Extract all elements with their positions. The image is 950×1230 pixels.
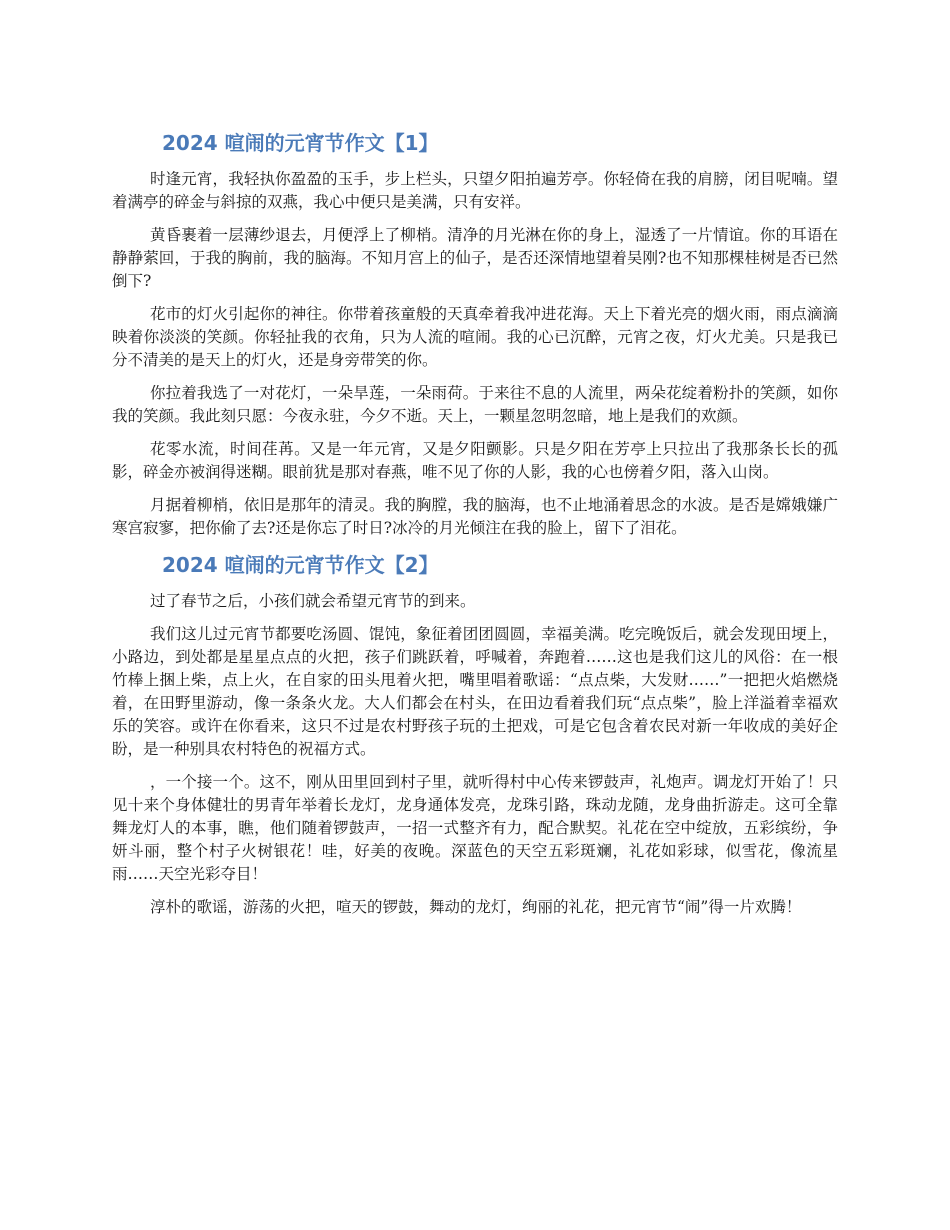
section-title: 2024 喧闹的元宵节作文【1】 [162,131,439,155]
essay-section-1 [112,128,838,540]
paragraph: 月据着柳梢，依旧是那年的清灵。我的胸膛，我的脑海，也不止地涌着思念的水波。是否是嫦娥嫌广寒宫寂寥，把你偷了去?还是你忘了时日?冰冷的月光倾注在我的脸上，留下了泪花。 [112,496,838,537]
essay-section-2 [112,550,838,919]
section-title: 2024 喧闹的元宵节作文【2】 [162,553,439,577]
paragraph: 我们这儿过元宵节都要吃汤圆、馄饨，象征着团团圆圆，幸福美满。吃完晚饭后，就会发现田埂上，小路边，到处都是星星点点的火把，孩子们跳跃着，呼喊着，奔跑着……这也是我们这儿的风俗：在一根竹棒上捆上柴，点上火，在自家的田头甩着火把，嘴里唱着歌谣：“点点柴，大发财……”一把把火焰燃烧着，在田野里游动，像一条条火龙。大人们都会在村头，在田边看着我们玩“点点柴”，脸上洋溢着幸福欢乐的笑容。或许在你看来，这只不过是农村野孩子玩的土把戏，可是它包含着农民对新一年收成的美好企盼，是一种别具农村特色的祝福方式。 [112,625,838,758]
paragraph: 淳朴的歌谣，游荡的火把，喧天的锣鼓，舞动的龙灯，绚丽的礼花，把元宵节“闹”得一片欢腾！ [150,898,802,916]
paragraph: 时逢元宵，我轻执你盈盈的玉手，步上栏头，只望夕阳拍遍芳亭。你轻倚在我的肩膀，闭目呢喃。望着满亭的碎金与斜掠的双燕，我心中便只是美满，只有安祥。 [112,170,838,211]
paragraph: ，一个接一个。这不，刚从田里回到村子里，就听得村中心传来锣鼓声，礼炮声。调龙灯开始了！只见十来个身体健壮的男青年举着长龙灯，龙身通体发亮，龙珠引路，珠动龙随，龙身曲折游走。这可全靠舞龙灯人的本事，瞧，他们随着锣鼓声，一招一式整齐有力，配合默契。礼花在空中绽放，五彩缤纷，争妍斗丽，整个村子火树银花！哇，好美的夜晚。深蓝色的天空五彩斑斓，礼花如彩球，似雪花，像流星雨……天空光彩夺目！ [112,773,838,883]
document-page [112,128,838,929]
paragraph: 过了春节之后，小孩们就会希望元宵节的到来。 [150,592,476,610]
paragraph: 花市的灯火引起你的神往。你带着孩童般的天真牵着我冲进花海。天上下着光亮的烟火雨，雨点滴滴映着你淡淡的笑颜。你轻扯我的衣角，只为人流的喧闹。我的心已沉醉，元宵之夜，灯火尤美。只是我已分不清美的是天上的灯火，还是身旁带笑的你。 [112,305,838,369]
paragraph: 黄昏裹着一层薄纱退去，月便浮上了柳梢。清净的月光淋在你的身上，湿透了一片情谊。你的耳语在静静萦回，于我的胸前，我的脑海。不知月宫上的仙子，是否还深情地望着吴刚?也不知那棵桂树是否已然倒下? [112,226,838,290]
paragraph: 花零水流，时间荏苒。又是一年元宵，又是夕阳颤影。只是夕阳在芳亭上只拉出了我那条长长的孤影，碎金亦被润得迷糊。眼前犹是那对春燕，唯不见了你的人影，我的心也傍着夕阳，落入山岗。 [112,440,838,481]
paragraph: 你拉着我选了一对花灯，一朵旱莲，一朵雨荷。于来往不息的人流里，两朵花绽着粉扑的笑颜，如你我的笑颜。我此刻只愿：今夜永驻，今夕不逝。天上，一颗星忽明忽暗，地上是我们的欢颜。 [112,384,838,425]
